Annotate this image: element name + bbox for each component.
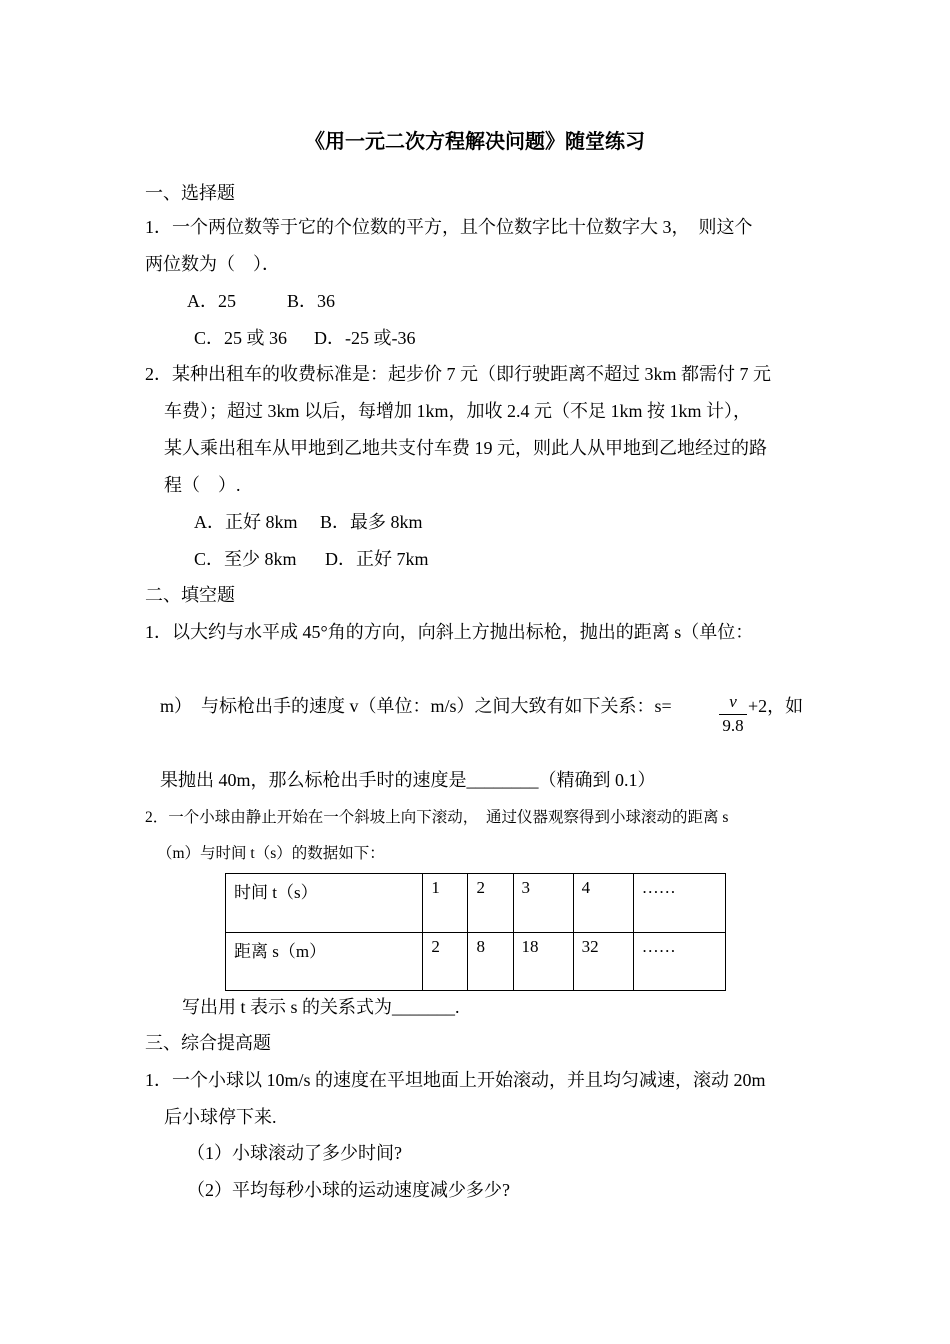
table-cell: 18 — [513, 932, 573, 991]
comprehensive-question-1-sub-2: （2）平均每秒小球的运动速度减少多少? — [187, 1180, 510, 1200]
table-cell: …… — [633, 932, 725, 991]
question-2-option-d: D．正好 7km — [325, 549, 429, 569]
fill-question-1-line-2: m） 与标枪出手的速度 v（单位：m/s）之间大致有如下关系：s= — [160, 696, 672, 716]
fill-question-1-line-2-end: +2，如 — [748, 696, 804, 716]
question-1-line-1: 1．一个两位数等于它的个位数的平方，且个位数字比十位数字大 3， 则这个 — [145, 217, 753, 237]
fraction-denominator: 9.8 — [722, 716, 744, 735]
question-1-option-a: A．25 — [187, 291, 236, 311]
comprehensive-question-1-sub-1: （1）小球滚动了多少时间? — [187, 1143, 402, 1163]
question-2-line-3: 某人乘出租车从甲地到乙地共支付车费 19 元，则此人从甲地到乙地经过的路 — [164, 438, 767, 458]
table-cell: 4 — [573, 874, 633, 933]
section-heading-choice: 一、选择题 — [145, 183, 235, 203]
table-cell: …… — [633, 874, 725, 933]
formula-fraction — [719, 692, 747, 735]
fill-question-2-line-1: 2．一个小球由静止开始在一个斜坡上向下滚动， 通过仪器观察得到小球滚动的距离 s — [145, 809, 729, 826]
question-1-option-b: B．36 — [287, 291, 336, 311]
comprehensive-question-1-line-1: 1．一个小球以 10m/s 的速度在平坦地面上开始滚动，并且均匀减速，滚动 20m — [145, 1070, 766, 1090]
question-1-option-d: D．-25 或-36 — [314, 328, 416, 348]
question-2-option-b: B．最多 8km — [320, 512, 423, 532]
table-cell: 3 — [513, 874, 573, 933]
question-2-line-4: 程（ ）. — [164, 475, 241, 495]
section-heading-comprehensive: 三、综合提高题 — [145, 1033, 271, 1053]
page-title: 《用一元二次方程解决问题》随堂练习 — [305, 131, 645, 153]
question-2-option-a: A．正好 8km — [194, 512, 298, 532]
table-cell: 1 — [423, 874, 468, 933]
fraction-numerator: v — [729, 692, 737, 711]
fill-question-1-line-1: 1．以大约与水平成 45°角的方向，向斜上方抛出标枪，抛出的距离 s（单位： — [145, 622, 754, 642]
table-row-time — [226, 874, 726, 933]
section-heading-fill: 二、填空题 — [145, 585, 235, 605]
question-2-line-1: 2．某种出租车的收费标准是：起步价 7 元（即行驶距离不超过 3km 都需付 7 元 — [145, 364, 771, 384]
table-cell: 8 — [468, 932, 513, 991]
question-1-line-2: 两位数为（ ）． — [145, 254, 280, 274]
table-cell: 2 — [423, 932, 468, 991]
table-cell: 距离 s（m） — [226, 932, 423, 991]
comprehensive-question-1-line-2: 后小球停下来. — [164, 1107, 277, 1127]
table-cell: 2 — [468, 874, 513, 933]
question-2-option-c: C．至少 8km — [194, 549, 297, 569]
fill-question-2-line-2: （m）与时间 t（s）的数据如下： — [157, 845, 385, 862]
data-table — [225, 873, 726, 991]
fill-question-1-line-3: 果抛出 40m，那么标枪出手时的速度是________（精确到 0.1） — [160, 770, 656, 790]
question-1-option-c: C．25 或 36 — [194, 328, 288, 348]
question-2-line-2: 车费）；超过 3km 以后，每增加 1km，加收 2.4 元（不足 1km 按 1km 计）， — [164, 401, 752, 421]
table-cell: 时间 t（s） — [226, 874, 423, 933]
table-row-distance — [226, 932, 726, 991]
fraction-bar — [719, 714, 747, 715]
table-cell: 32 — [573, 932, 633, 991]
fill-question-2-answer: 写出用 t 表示 s 的关系式为_______. — [182, 997, 460, 1017]
